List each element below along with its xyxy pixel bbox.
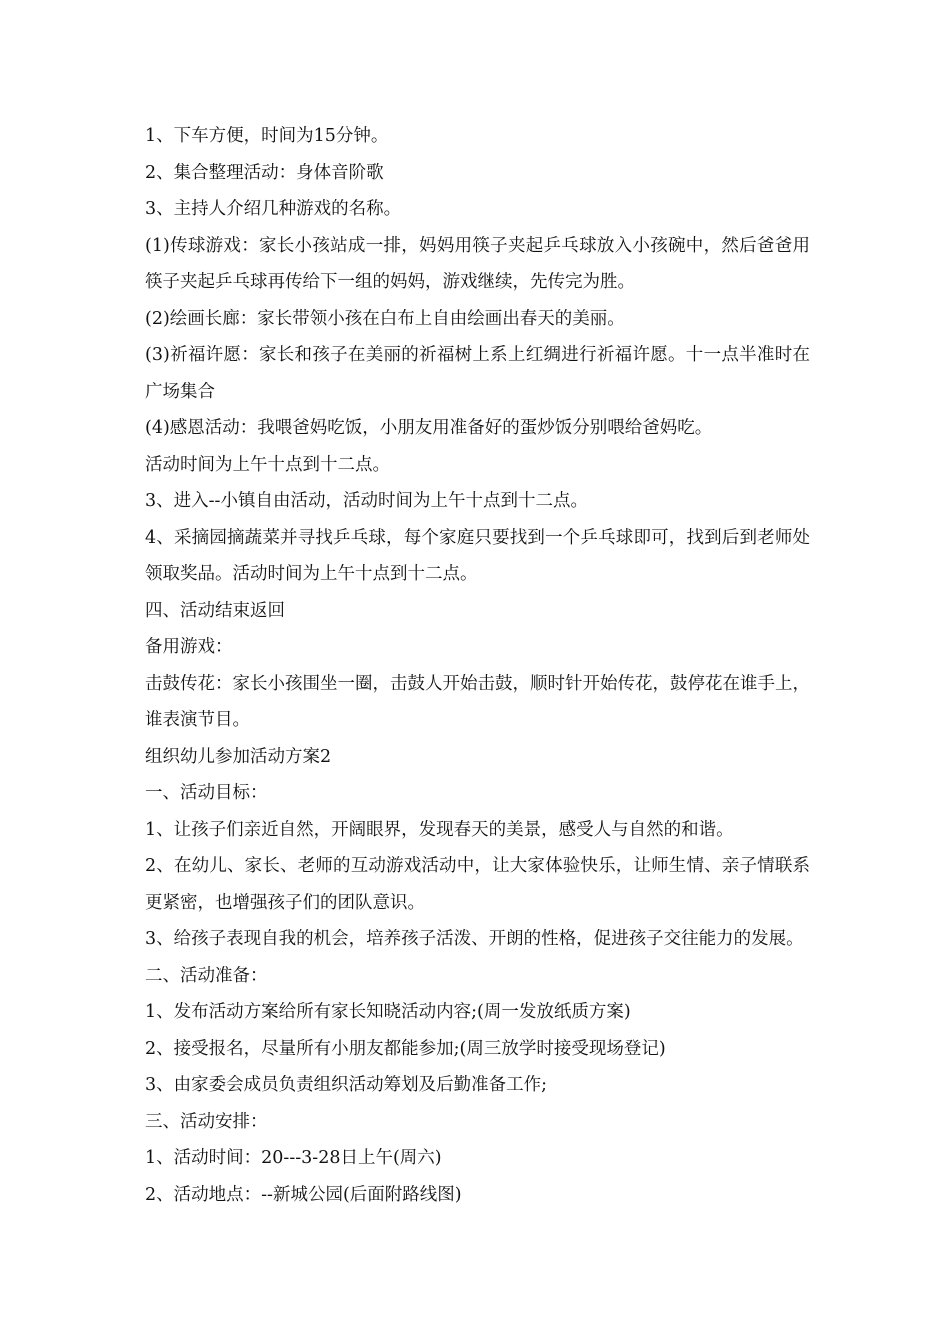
- paragraph: 4、采摘园摘蔬菜并寻找乒乓球，每个家庭只要找到一个乒乓球即可，找到后到老师处领取奖品。活动时间为上午十点到十二点。: [145, 527, 810, 584]
- paragraph: 1、活动时间：20---3-28日上午(周六): [145, 1148, 442, 1168]
- paragraph: 2、接受报名，尽量所有小朋友都能参加;(周三放学时接受现场登记): [145, 1038, 666, 1059]
- section-heading: 三、活动安排：: [145, 1111, 268, 1132]
- paragraph: 2、集合整理活动：身体音阶歌: [145, 162, 384, 183]
- paragraph: (4)感恩活动：我喂爸妈吃饭，小朋友用准备好的蛋炒饭分别喂给爸妈吃。: [145, 418, 713, 438]
- paragraph: 备用游戏：: [145, 637, 233, 657]
- paragraph: 3、由家委会成员负责组织活动筹划及后勤准备工作;: [145, 1075, 548, 1095]
- paragraph: (3)祈福许愿：家长和孩子在美丽的祈福树上系上红绸进行祈福许愿。十一点半准时在广场集合: [145, 345, 810, 402]
- paragraph: (1)传球游戏：家长小孩站成一排，妈妈用筷子夹起乒乓球放入小孩碗中，然后爸爸用筷子夹起乒乓球再传给下一组的妈妈，游戏继续，先传完为胜。: [145, 235, 810, 292]
- paragraph: 1、让孩子们亲近自然，开阔眼界，发现春天的美景，感受人与自然的和谐。: [145, 819, 734, 840]
- section-heading: 四、活动结束返回: [145, 600, 285, 621]
- paragraph: 1、发布活动方案给所有家长知晓活动内容;(周一发放纸质方案): [145, 1002, 631, 1022]
- paragraph: 活动时间为上午十点到十二点。: [145, 454, 390, 475]
- paragraph: 3、进入--小镇自由活动，活动时间为上午十点到十二点。: [145, 491, 588, 511]
- section-heading: 一、活动目标：: [145, 783, 268, 803]
- paragraph: 2、活动地点：--新城公园(后面附路线图): [145, 1184, 462, 1205]
- paragraph: 2、在幼儿、家长、老师的互动游戏活动中，让大家体验快乐，让师生情、亲子情联系更紧密，也增强孩子们的团队意识。: [145, 856, 810, 913]
- paragraph: 3、给孩子表现自我的机会，培养孩子活泼、开朗的性格，促进孩子交往能力的发展。: [145, 929, 804, 949]
- paragraph: 3、主持人介绍几种游戏的名称。: [145, 199, 402, 219]
- document-title: 组织幼儿参加活动方案2: [145, 746, 332, 767]
- paragraph: 1、下车方便，时间为15分钟。: [145, 126, 389, 146]
- section-heading: 二、活动准备：: [145, 965, 268, 986]
- paragraph: (2)绘画长廊：家长带领小孩在白布上自由绘画出春天的美丽。: [145, 308, 625, 329]
- paragraph: 击鼓传花：家长小孩围坐一圈，击鼓人开始击鼓，顺时针开始传花，鼓停花在谁手上，谁表演节目。: [145, 673, 810, 730]
- document-body: [145, 118, 810, 1213]
